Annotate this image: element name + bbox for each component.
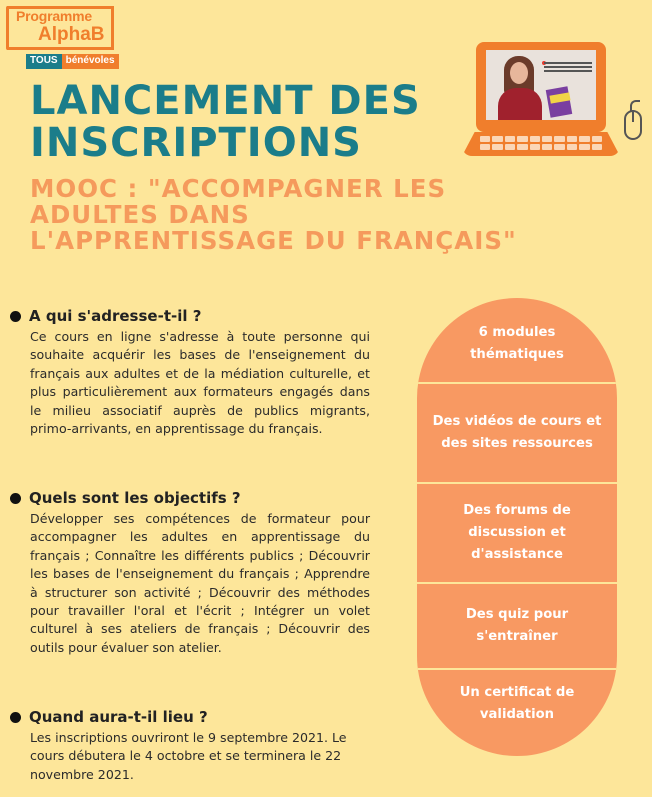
bullet-icon [10,311,21,322]
section-heading [10,708,370,726]
feature-item: Des quiz pour s'entraîner [465,607,569,644]
section-heading-text: A qui s'adresse-t-il ? [29,307,202,325]
page-title: LANCEMENT DES INSCRIPTIONS [30,78,421,166]
keyboard-keys [480,136,602,150]
video-thumbnail [486,50,596,120]
laptop-illustration [458,42,648,166]
logo-tag [26,54,119,69]
section-body: Ce cours en ligne s'adresse à toute personne qui souhaite acquérir les bases de l'enseignement du français aux adultes et de la médiation culturelle, et plus particulièrement aux formateurs engagés dans le milieu associatif auprès de publics migrants, primo-arrivants, en apprentissage du français. [30,329,370,437]
section-heading-text: Quand aura-t-il lieu ? [29,708,208,726]
section-dates [10,708,370,784]
feature-item: Des vidéos de cours et des sites ressources [432,414,602,451]
section-body: Les inscriptions ouvriront le 9 septembre 2021. Le cours débutera le 4 octobre et se terminera le 22 novembre 2021. [30,730,347,782]
page-subtitle: MOOC : "ACCOMPAGNER LES ADULTES DANS L'APPRENTISSAGE DU FRANÇAIS" [30,174,517,255]
section-body: Développer ses compétences de formateur pour accompagner les adultes en apprentissage du français ; Connaître les différents publics ; Découvrir les bases de l'enseignement du français ; Apprendre à structurer son activité ; Découvrir des méthodes pour travailler l'oral et l'écrit ; Intégrer un volet culturel à ses ateliers de français ; Découvrir des outils pour évaluer son atelier. [30,511,370,655]
section-heading [10,489,370,507]
features-pill [417,298,617,756]
section-heading [10,307,370,325]
section-audience [10,307,370,438]
bullet-icon [10,712,21,723]
section-objectives [10,489,370,657]
laptop-screen [476,42,606,132]
logo-tag-benevoles: bénévoles [62,54,119,69]
logo-line2: AlphaB [38,24,105,45]
logo-bracket-right [106,6,114,50]
mouse-icon [622,102,644,142]
feature-item: Un certificat de validation [459,685,575,722]
section-heading-text: Quels sont les objectifs ? [29,489,241,507]
feature-item: 6 modules thématiques [470,325,564,362]
logo-tag-tous: TOUS [26,54,62,69]
logo-line1: Programme [16,8,93,24]
bullet-icon [10,493,21,504]
programme-alphab-logo [6,6,118,70]
feature-item: Des forums de discussion et d'assistance [463,503,571,562]
